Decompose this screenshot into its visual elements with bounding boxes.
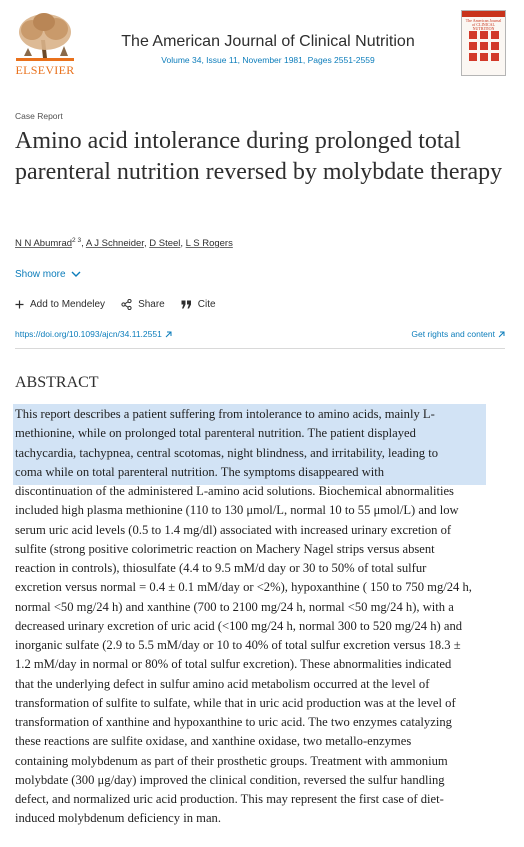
doi-link[interactable]	[15, 329, 172, 339]
journal-issue-link[interactable]: Volume 34, Issue 11, November 1981, Pages 2551-2559	[161, 55, 375, 65]
external-arrow-icon	[165, 331, 172, 338]
abstract-heading: ABSTRACT	[15, 374, 99, 391]
add-to-mendeley-label: Add to Mendeley	[30, 299, 106, 310]
article-title: Amino acid intolerance during prolonged total parenteral nutrition reversed by molybdate therapy	[15, 128, 503, 185]
cover-strip	[462, 11, 505, 17]
abstract-line: discontinuation of the administered L-amino acid solutions. Biochemical abnormalities	[15, 484, 454, 498]
abstract-line: sulfite (strong positive colorimetric reaction on Machery Nagel strips versus absent	[15, 541, 435, 556]
abstract-line: transformation of sulfite to sulfate, while that in uric acid production was at the level of	[15, 695, 456, 710]
abstract-body[interactable]	[15, 405, 505, 829]
abstract-line: that the underlying defect in sulfur amino acid metabolism occurred at the level of	[15, 676, 430, 691]
abstract-line: containing molybdenum as part of their prosthetic groups. Treatment with ammonium	[15, 753, 448, 768]
abstract-line: induced molybdenum deficiency in man.	[15, 811, 221, 826]
show-more-label: Show more	[15, 269, 66, 280]
rights-link[interactable]	[411, 329, 505, 339]
doi-text: https://doi.org/10.1093/ajcn/34.11.2551	[15, 329, 162, 339]
cite-button[interactable]	[181, 299, 216, 310]
abstract-line: This report describes a patient suffering from intolerance to amino acids, mainly L-	[15, 407, 435, 421]
abstract-line: methionine, while on prolonged total parenteral nutrition. The patient displayed	[15, 426, 416, 441]
article-toolbar	[15, 299, 216, 310]
abstract-line: reaction in controls), thiosulfate (4.4 to 9.5 mM/d day or 30 to 50% of total sulfur	[15, 561, 427, 575]
plus-icon	[15, 300, 24, 309]
abstract-line: normal <50 mg/24 h) and xanthine (700 to 2100 mg/24 h, normal <50 mg/24 h), with a	[15, 599, 454, 614]
article-type: Case Report	[15, 111, 63, 121]
journal-header	[0, 0, 524, 86]
abstract-line: inorganic sulfate (2.9 to 5.5 mM/day or 10 to 40% of total sulfur excretion versus 18.3 ±	[15, 638, 461, 652]
elsevier-tree-icon	[10, 10, 80, 64]
abstract-line: transformation of xanthine and hypoxanthine to uric acid. The two enzymes catalyzing	[15, 715, 452, 729]
abstract-line: serum uric acid levels (0.5 to 1.4 mg/dl) associated with increased urinary excretion of	[15, 522, 452, 537]
abstract-line: coma while on total parenteral nutrition. The symptoms disappeared with	[15, 464, 385, 479]
rights-text: Get rights and content	[411, 329, 495, 339]
author-link[interactable]: A J Schneider	[85, 238, 144, 250]
abstract-line: 1.2 mM/day in normal or 80% of total sulfur excretion). These abnormalities indicated	[15, 657, 452, 672]
quote-icon	[181, 300, 192, 309]
cover-title: The American Journal of CLINICAL NUTRITION	[465, 18, 502, 31]
add-to-mendeley-button[interactable]	[15, 299, 105, 310]
share-icon	[121, 299, 132, 310]
author-affiliation-sup[interactable]: 2 3	[72, 237, 82, 244]
abstract-line: excretion versus normal = 0.4 ± 0.1 mM/day or <2%), hypoxanthine ( 150 to 750 mg/24 h,	[15, 580, 472, 595]
journal-cover[interactable]	[461, 10, 506, 76]
author-list: N N Abumrad$^{2 3}$, A J Schneider, D Steel, L S Rogers	[15, 237, 233, 250]
author-link[interactable]: N N Abumrad	[15, 238, 73, 250]
share-label: Share	[138, 299, 165, 310]
journal-title-link[interactable]: The American Journal of Clinical Nutrition	[121, 33, 415, 50]
abstract-line: tachycardia, tachypnea, central scotomas, night blindness, and irritability, leading to	[15, 445, 439, 460]
author-link[interactable]: L S Rogers	[185, 238, 233, 250]
author-link[interactable]: D Steel	[149, 238, 181, 250]
divider	[15, 348, 505, 349]
cite-label: Cite	[197, 299, 216, 310]
cover-art	[469, 31, 499, 61]
abstract-line: these reactions are sulfite oxidase, and xanthine oxidase, two metallo-enzymes	[15, 734, 412, 749]
publisher-name: ELSEVIER	[15, 63, 75, 77]
abstract-line: defect, and normalized uric acid production. This may represent the first case of diet-	[15, 792, 444, 806]
abstract-line: included high plasma methionine (110 to 130 μmol/L, normal 10 to 55 μmol/L) and low	[15, 503, 459, 518]
abstract-line: decreased urinary excretion of uric acid (<100 mg/24 h, normal 300 to 520 mg/24 h) and	[15, 618, 463, 633]
abstract-line: molybdate (300 μg/day) improved the clinical condition, reversed the sulfur handling	[15, 772, 445, 787]
chevron-down-icon	[71, 271, 81, 278]
share-button[interactable]	[121, 299, 165, 310]
external-arrow-icon	[498, 331, 505, 338]
show-more-button[interactable]	[15, 269, 81, 280]
